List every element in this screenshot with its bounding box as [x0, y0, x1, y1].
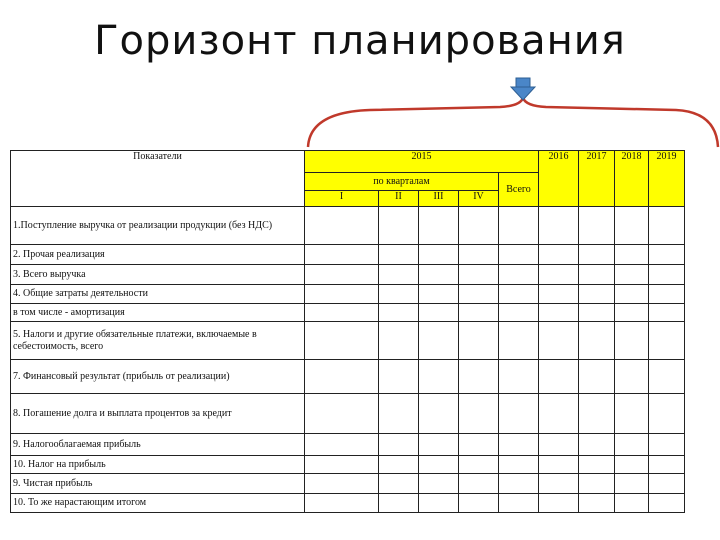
header-total: Всего — [499, 173, 539, 207]
table-cell — [499, 456, 539, 474]
table-cell — [615, 304, 649, 322]
table-cell — [649, 434, 685, 456]
table-cell — [419, 285, 459, 304]
table-cell — [649, 285, 685, 304]
table-cell — [649, 265, 685, 285]
table-cell — [579, 245, 615, 265]
table-cell — [305, 265, 379, 285]
table-cell — [579, 494, 615, 513]
table-cell — [305, 207, 379, 245]
table-cell — [379, 207, 419, 245]
table-cell — [419, 207, 459, 245]
header-by-quarters: по кварталам — [305, 173, 499, 191]
table-row — [11, 394, 685, 434]
table-cell — [499, 322, 539, 360]
table-cell — [615, 360, 649, 394]
table-cell — [459, 265, 499, 285]
curly-brace-icon — [308, 98, 718, 147]
table-cell — [615, 285, 649, 304]
table-cell — [459, 304, 499, 322]
table-cell — [305, 360, 379, 394]
table-cell — [579, 434, 615, 456]
table-cell — [579, 207, 615, 245]
table-cell — [539, 474, 579, 494]
table-cell — [419, 322, 459, 360]
planning-table — [10, 150, 685, 513]
table-cell — [539, 456, 579, 474]
table-cell — [579, 394, 615, 434]
table-cell — [579, 265, 615, 285]
table-cell — [579, 322, 615, 360]
table-cell — [419, 494, 459, 513]
table-cell — [649, 207, 685, 245]
table-cell — [379, 265, 419, 285]
row-label: 1.Поступление выручка от реализации продукции (без НДС) — [11, 207, 305, 245]
table-cell — [379, 322, 419, 360]
row-label: 7. Финансовый результат (прибыль от реализации) — [11, 360, 305, 394]
table-cell — [499, 434, 539, 456]
table-cell — [649, 494, 685, 513]
table-cell — [419, 304, 459, 322]
table-row — [11, 474, 685, 494]
table-cell — [649, 360, 685, 394]
table-cell — [459, 322, 499, 360]
header-year-2018: 2018 — [615, 151, 649, 207]
table-row — [11, 456, 685, 474]
table-cell — [539, 265, 579, 285]
table-cell — [615, 265, 649, 285]
table-row — [11, 207, 685, 245]
table-row — [11, 304, 685, 322]
table-cell — [539, 322, 579, 360]
table-cell — [379, 394, 419, 434]
table-cell — [615, 322, 649, 360]
header-quarter-4: IV — [459, 191, 499, 207]
table-cell — [649, 245, 685, 265]
table-cell — [419, 456, 459, 474]
table-cell — [379, 360, 419, 394]
table-cell — [615, 207, 649, 245]
table-row — [11, 285, 685, 304]
table-row — [11, 322, 685, 360]
header-year-2016: 2016 — [539, 151, 579, 207]
row-label: 10. Налог на прибыль — [11, 456, 305, 474]
table-cell — [305, 322, 379, 360]
table-row — [11, 245, 685, 265]
table-cell — [615, 474, 649, 494]
table-cell — [305, 474, 379, 494]
table-cell — [615, 494, 649, 513]
table-cell — [305, 245, 379, 265]
table-cell — [615, 434, 649, 456]
table-cell — [579, 456, 615, 474]
table-cell — [305, 394, 379, 434]
table-cell — [579, 304, 615, 322]
table-cell — [459, 494, 499, 513]
table-cell — [649, 322, 685, 360]
table-cell — [459, 245, 499, 265]
table-cell — [459, 360, 499, 394]
table-cell — [615, 394, 649, 434]
table-cell — [379, 285, 419, 304]
table-cell — [459, 394, 499, 434]
header-quarter-2: II — [379, 191, 419, 207]
header-year-2019: 2019 — [649, 151, 685, 207]
table-body — [11, 207, 685, 513]
table-cell — [649, 456, 685, 474]
table-cell — [379, 494, 419, 513]
table-cell — [379, 434, 419, 456]
down-arrow-icon — [511, 78, 535, 100]
table-cell — [305, 285, 379, 304]
row-label: 8. Погашение долга и выплата процентов за кредит — [11, 394, 305, 434]
table-cell — [305, 434, 379, 456]
table-cell — [459, 456, 499, 474]
row-label: 4. Общие затраты деятельности — [11, 285, 305, 304]
table-cell — [615, 456, 649, 474]
row-label: 5. Налоги и другие обязательные платежи, включаемые в себестоимость, всего — [11, 322, 305, 360]
table-cell — [499, 494, 539, 513]
table-cell — [539, 207, 579, 245]
table-cell — [459, 434, 499, 456]
table-cell — [539, 394, 579, 434]
header-quarter-3: III — [419, 191, 459, 207]
table-cell — [615, 245, 649, 265]
table-cell — [379, 304, 419, 322]
table-cell — [305, 456, 379, 474]
slide-title: Горизонт планирования — [94, 18, 626, 64]
table-cell — [579, 285, 615, 304]
table-cell — [419, 265, 459, 285]
row-label: 3. Всего выручка — [11, 265, 305, 285]
table-cell — [539, 494, 579, 513]
table-cell — [649, 474, 685, 494]
row-label: 9. Налогооблагаемая прибыль — [11, 434, 305, 456]
table-cell — [419, 474, 459, 494]
table-row — [11, 494, 685, 513]
table-cell — [539, 360, 579, 394]
table-cell — [579, 360, 615, 394]
table-cell — [419, 434, 459, 456]
header-indicators: Показатели — [11, 151, 305, 207]
table-cell — [539, 304, 579, 322]
table-row — [11, 265, 685, 285]
row-label: 9. Чистая прибыль — [11, 474, 305, 494]
table-cell — [539, 245, 579, 265]
table-cell — [539, 285, 579, 304]
table-cell — [499, 474, 539, 494]
header-year-2015: 2015 — [305, 151, 539, 173]
row-label: 2. Прочая реализация — [11, 245, 305, 265]
table-cell — [499, 245, 539, 265]
table-cell — [499, 360, 539, 394]
table-cell — [649, 394, 685, 434]
table-cell — [499, 265, 539, 285]
row-label: в том числе - амортизация — [11, 304, 305, 322]
table-cell — [459, 285, 499, 304]
table-cell — [419, 360, 459, 394]
table-cell — [379, 245, 419, 265]
table-row — [11, 434, 685, 456]
header-quarter-1: I — [305, 191, 379, 207]
table-row — [11, 360, 685, 394]
table-cell — [649, 304, 685, 322]
table-cell — [305, 494, 379, 513]
row-label: 10. То же нарастающим итогом — [11, 494, 305, 513]
table-cell — [539, 434, 579, 456]
table-cell — [419, 394, 459, 434]
table-cell — [499, 285, 539, 304]
table-cell — [419, 245, 459, 265]
table-cell — [459, 207, 499, 245]
table-cell — [499, 304, 539, 322]
header-year-2017: 2017 — [579, 151, 615, 207]
table-cell — [499, 394, 539, 434]
table-cell — [379, 474, 419, 494]
table-cell — [579, 474, 615, 494]
table-cell — [499, 207, 539, 245]
table-cell — [459, 474, 499, 494]
table-cell — [379, 456, 419, 474]
table-cell — [305, 304, 379, 322]
